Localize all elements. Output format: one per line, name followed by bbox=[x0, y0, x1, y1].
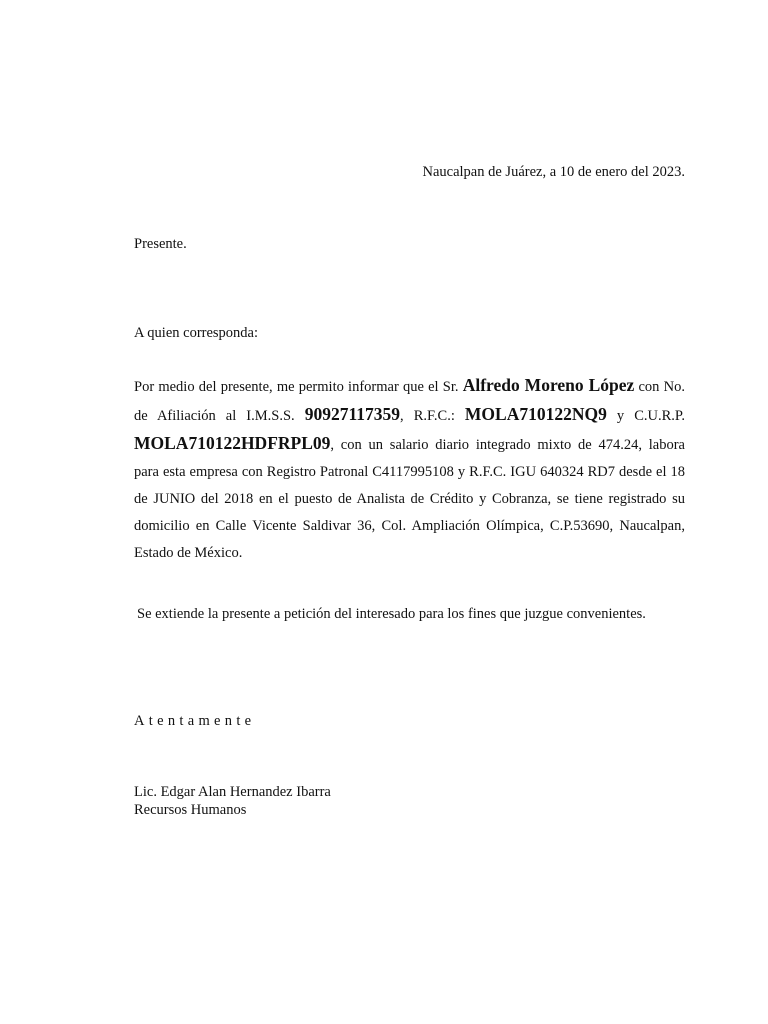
signer-name: Lic. Edgar Alan Hernandez Ibarra bbox=[134, 784, 331, 800]
imss-number: 90927117359 bbox=[304, 404, 401, 424]
body-paragraph bbox=[134, 372, 685, 567]
employee-name: Alfredo Moreno López bbox=[462, 375, 635, 395]
body-text-1: Por medio del presente, me permito informar que el Sr. bbox=[134, 379, 463, 395]
closing-paragraph: Se extiende la presente a petición del interesado para los fines que juzgue convenientes. bbox=[137, 606, 646, 622]
date-line: Naucalpan de Juárez, a 10 de enero del 2023. bbox=[422, 164, 685, 180]
signer-title: Recursos Humanos bbox=[134, 802, 247, 818]
curp-code: MOLA710122HDFRPL09 bbox=[134, 433, 331, 453]
valediction: Atentamente bbox=[134, 713, 256, 729]
body-text-3: , R.F.C.: bbox=[400, 408, 465, 424]
rfc-code: MOLA710122NQ9 bbox=[464, 404, 607, 424]
presente-line: Presente. bbox=[134, 236, 187, 252]
body-text-4: y C.U.R.P. bbox=[606, 408, 685, 424]
body-text-5: , con un salario diario integrado mixto de 474.24, labora para esta empresa con Registro Patronal C4117995108 y R.F.C. IGU 640324 RD7 desde el 18 de JUNIO del 2018 en el puesto de Analista de Crédito y Cobranza, se tiene registrado su domicilio en Calle Vicente Saldivar 36, Col. Ampliación Olímpica, C.P.53690, Naucalpan, Estado de México. bbox=[134, 437, 685, 561]
body-text-2: con No. de Afiliación al I.M.S.S. bbox=[134, 379, 685, 424]
salutation: A quien corresponda: bbox=[134, 325, 259, 341]
